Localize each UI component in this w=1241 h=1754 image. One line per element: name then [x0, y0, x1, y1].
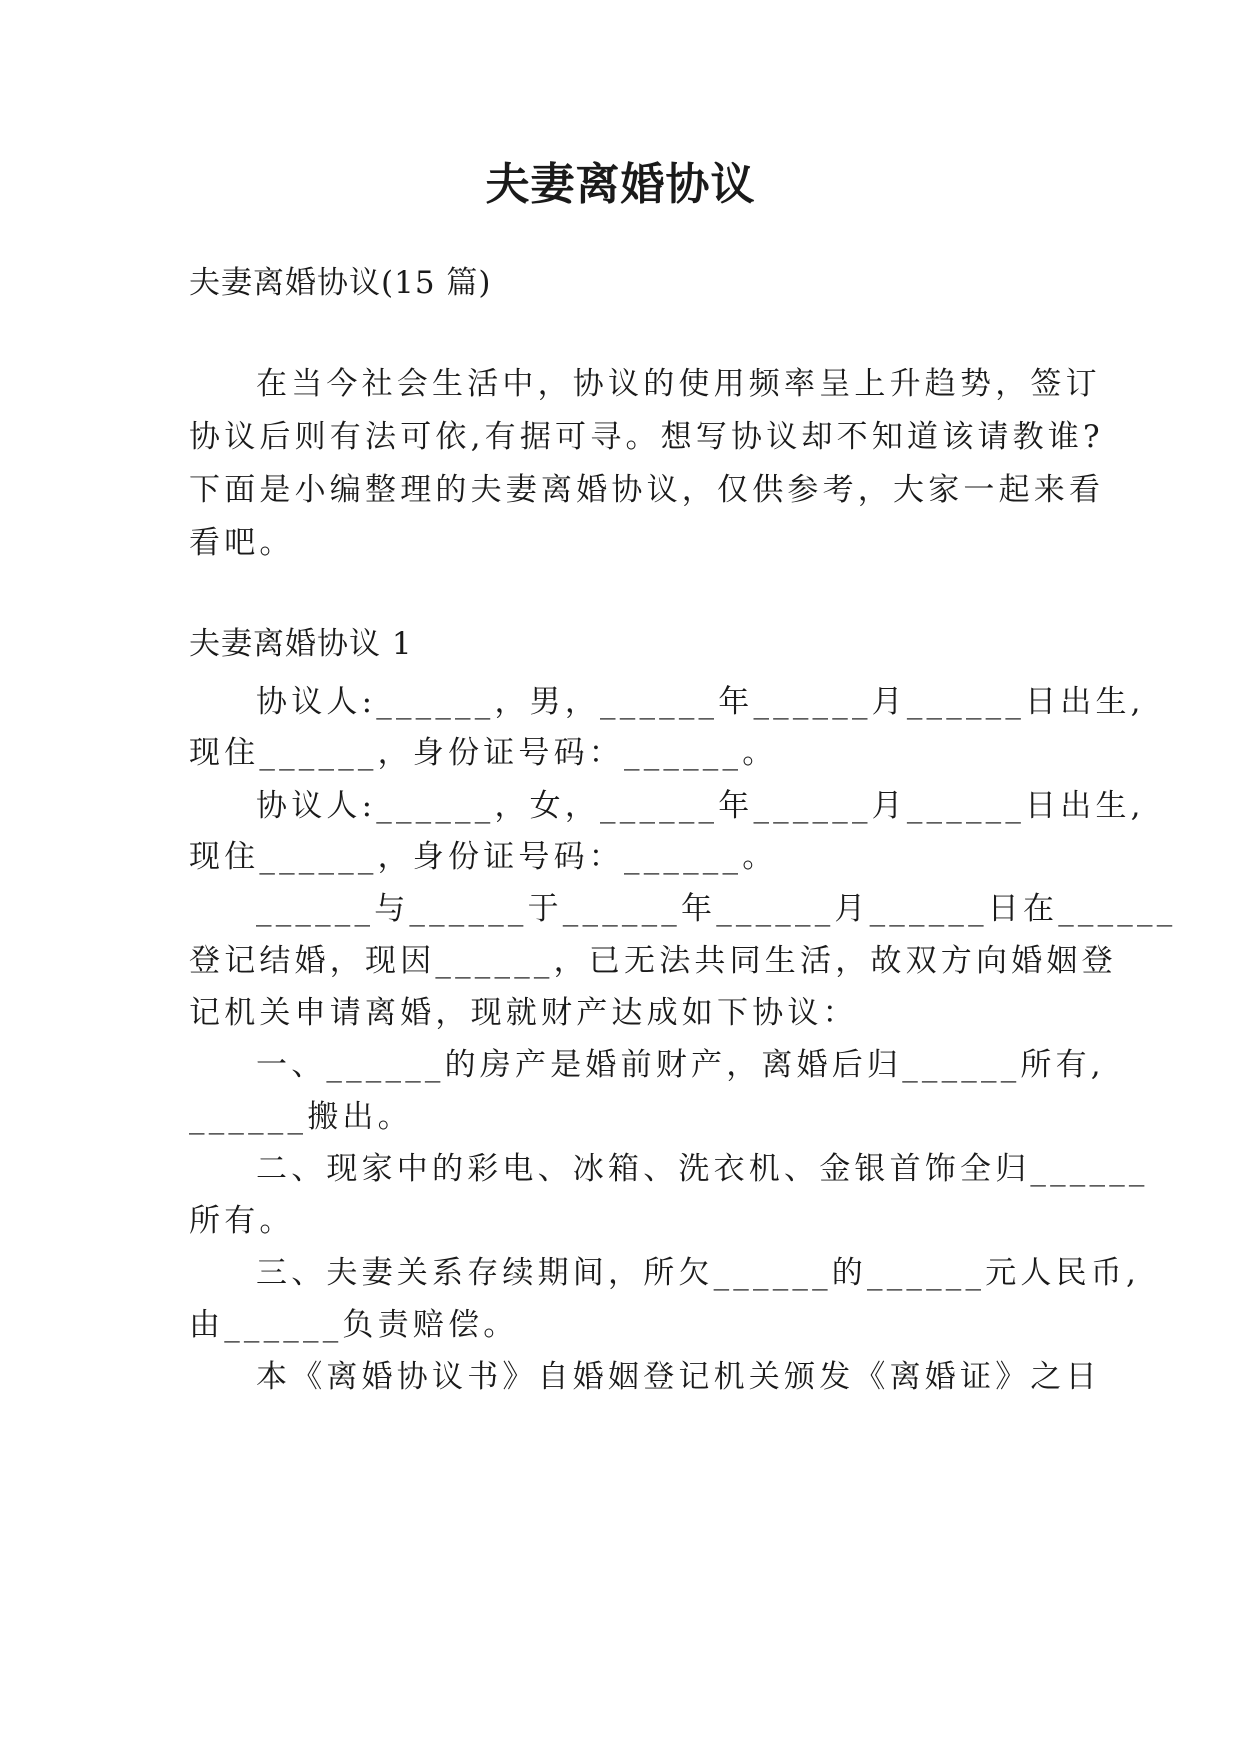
section-heading: 夫妻离婚协议 1	[189, 626, 413, 662]
body-line: 协议人:______，男，______年______月______日出生,	[256, 684, 1145, 720]
body-line: 所有。	[189, 1203, 295, 1239]
body-line: 本《离婚协议书》自婚姻登记机关颁发《离婚证》之日	[256, 1359, 1101, 1395]
intro-line: 下面是小编整理的夫妻离婚协议，仅供参考，大家一起来看	[189, 472, 1105, 508]
intro-line: 在当今社会生活中，协议的使用频率呈上升趋势，签订	[256, 366, 1101, 402]
body-line: 三、夫妻关系存续期间，所欠______的______元人民币,	[256, 1255, 1141, 1291]
body-line: ______与______于______年______月______日在______	[256, 891, 1177, 927]
document-title: 夫妻离婚协议	[485, 159, 756, 210]
body-line: 记机关申请离婚，现就财产达成如下协议：	[189, 995, 858, 1031]
intro-line: 看吧。	[189, 525, 295, 561]
body-line: 登记结婚，现因______，已无法共同生活，故双方向婚姻登	[189, 943, 1117, 979]
body-line: 二、现家中的彩电、冰箱、洗衣机、金银首饰全归______	[256, 1151, 1149, 1187]
body-line: 现住______，身份证号码：______。	[189, 735, 778, 771]
body-line: 由______负责赔偿。	[189, 1307, 519, 1343]
body-line: 一、______的房产是婚前财产，离婚后归______所有,	[256, 1047, 1105, 1083]
intro-line: 协议后则有法可依,有据可寻。想写协议却不知道该请教谁?	[189, 419, 1104, 455]
body-line: 协议人:______，女，______年______月______日出生,	[256, 788, 1145, 824]
document-subtitle: 夫妻离婚协议(15 篇)	[189, 265, 492, 301]
body-line: 现住______，身份证号码：______。	[189, 839, 778, 875]
body-line: ______搬出。	[189, 1099, 413, 1135]
